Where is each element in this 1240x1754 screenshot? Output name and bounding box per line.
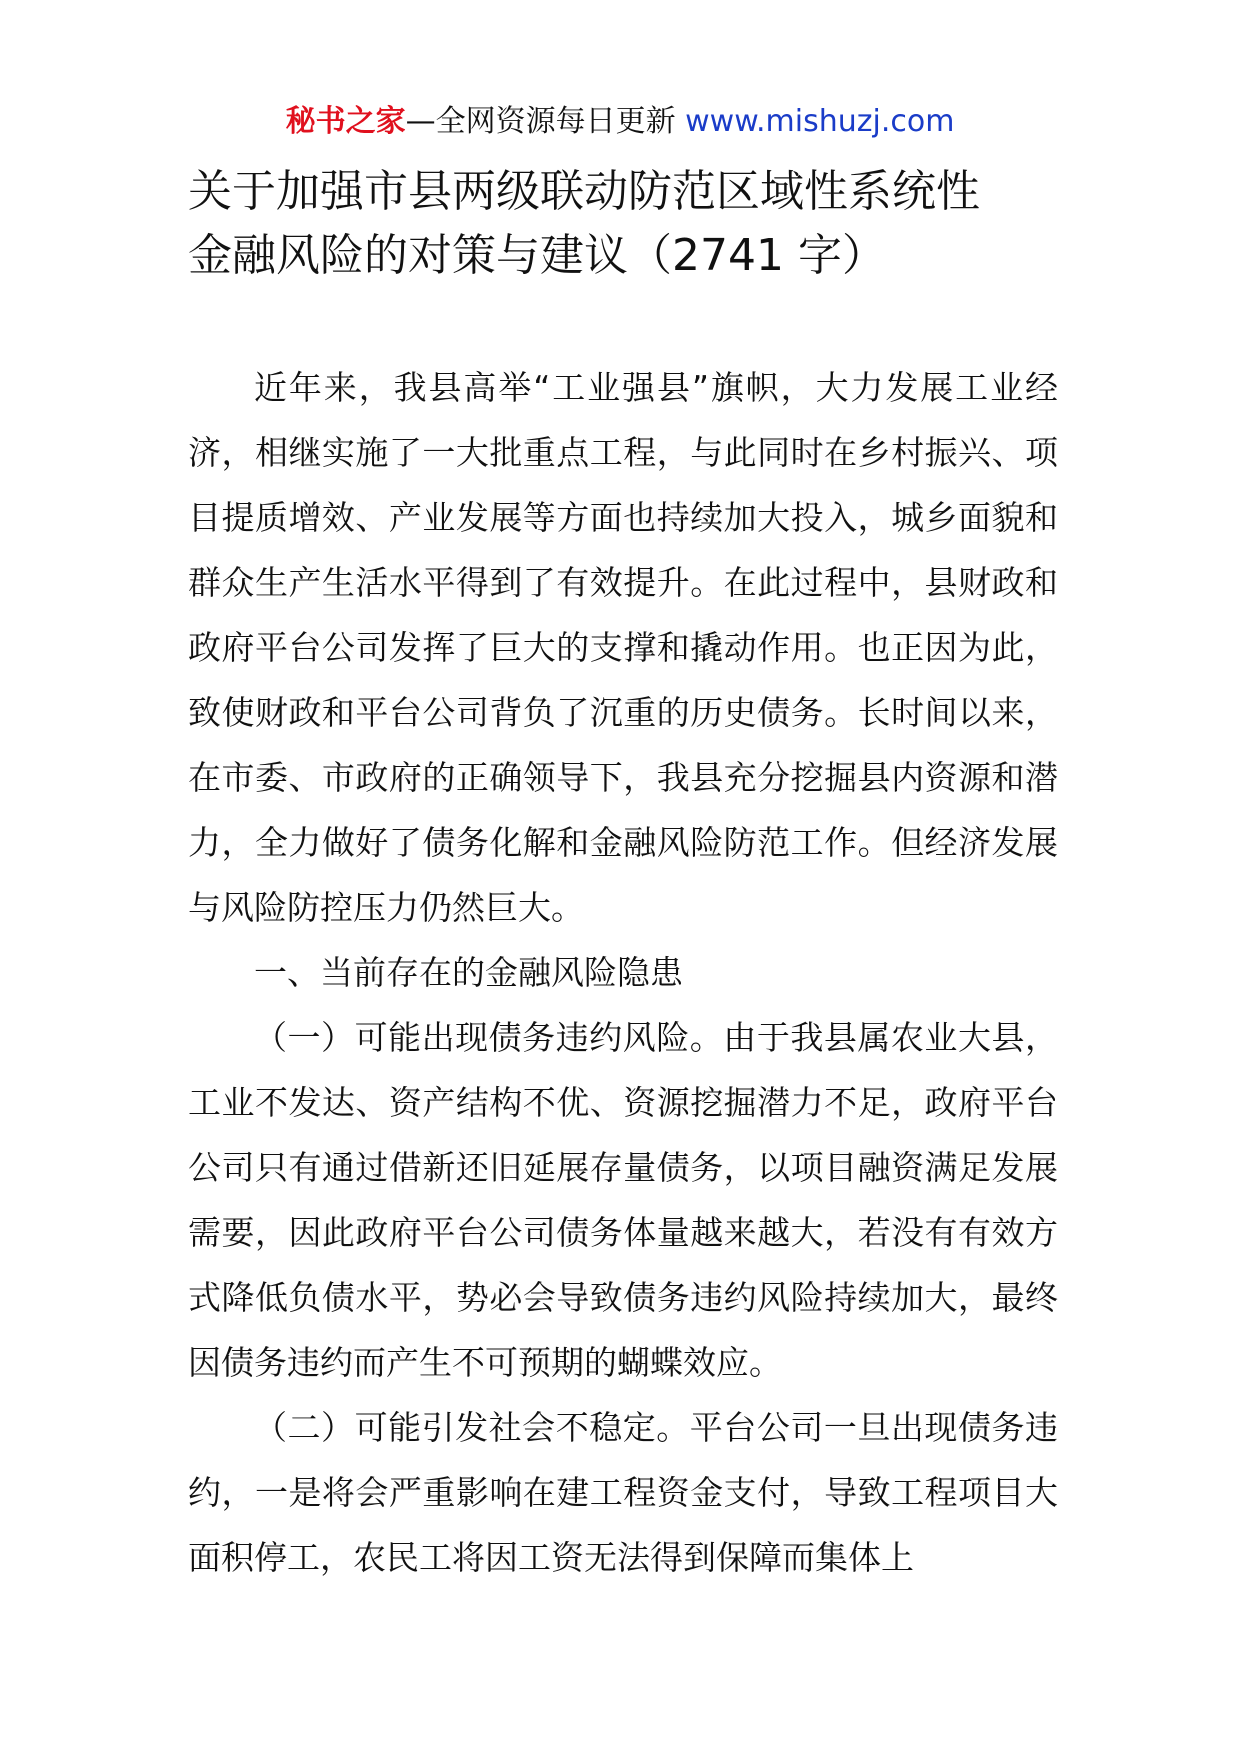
- intro-paragraph: 近年来，我县高举“工业强县”旗帜，大力发展工业经济，相继实施了一大批重点工程，与此同时在乡村振兴、项目提质增效、产业发展等方面也持续加大投入，城乡面貌和群众生产生活水平得到了有效提升。在此过程中，县财政和政府平台公司发挥了巨大的支撑和撬动作用。也正因为此，致使财政和平台公司背负了沉重的历史债务。长时间以来，在市委、市政府的正确领导下，我县充分挖掘县内资源和潜力，全力做好了债务化解和金融风险防范工作。但经济发展与风险防控压力仍然巨大。: [188, 368, 1058, 927]
- risk-paragraph-2: （二）可能引发社会不稳定。平台公司一旦出现债务违约，一是将会严重影响在建工程资金支付，导致工程项目大面积停工，农民工将因工资无法得到保障而集体上: [188, 1408, 1058, 1577]
- title-line-1: 关于加强市县两级联动防范区域性系统性: [188, 166, 980, 217]
- site-brand: 秘书之家: [285, 104, 406, 139]
- title-line-2: 金融风险的对策与建议（2741 字）: [188, 230, 886, 281]
- site-banner: [0, 100, 1240, 144]
- risk-paragraph-1: （一）可能出现债务违约风险。由于我县属农业大县，工业不发达、资产结构不优、资源挖掘潜力不足，政府平台公司只有通过借新还旧延展存量债务，以项目融资满足发展需要，因此政府平台公司债务体量越来越大，若没有有效方式降低负债水平，势必会导致债务违约风险持续加大，最终因债务违约而产生不可预期的蝴蝶效应。: [188, 1018, 1058, 1382]
- site-url-link[interactable]: www.mishuzj.com: [685, 104, 955, 139]
- site-tagline: —全网资源每日更新: [405, 104, 676, 139]
- document-body: [188, 355, 1058, 1590]
- document-title: [188, 160, 1068, 288]
- section-heading: 一、当前存在的金融风险隐患: [254, 953, 683, 992]
